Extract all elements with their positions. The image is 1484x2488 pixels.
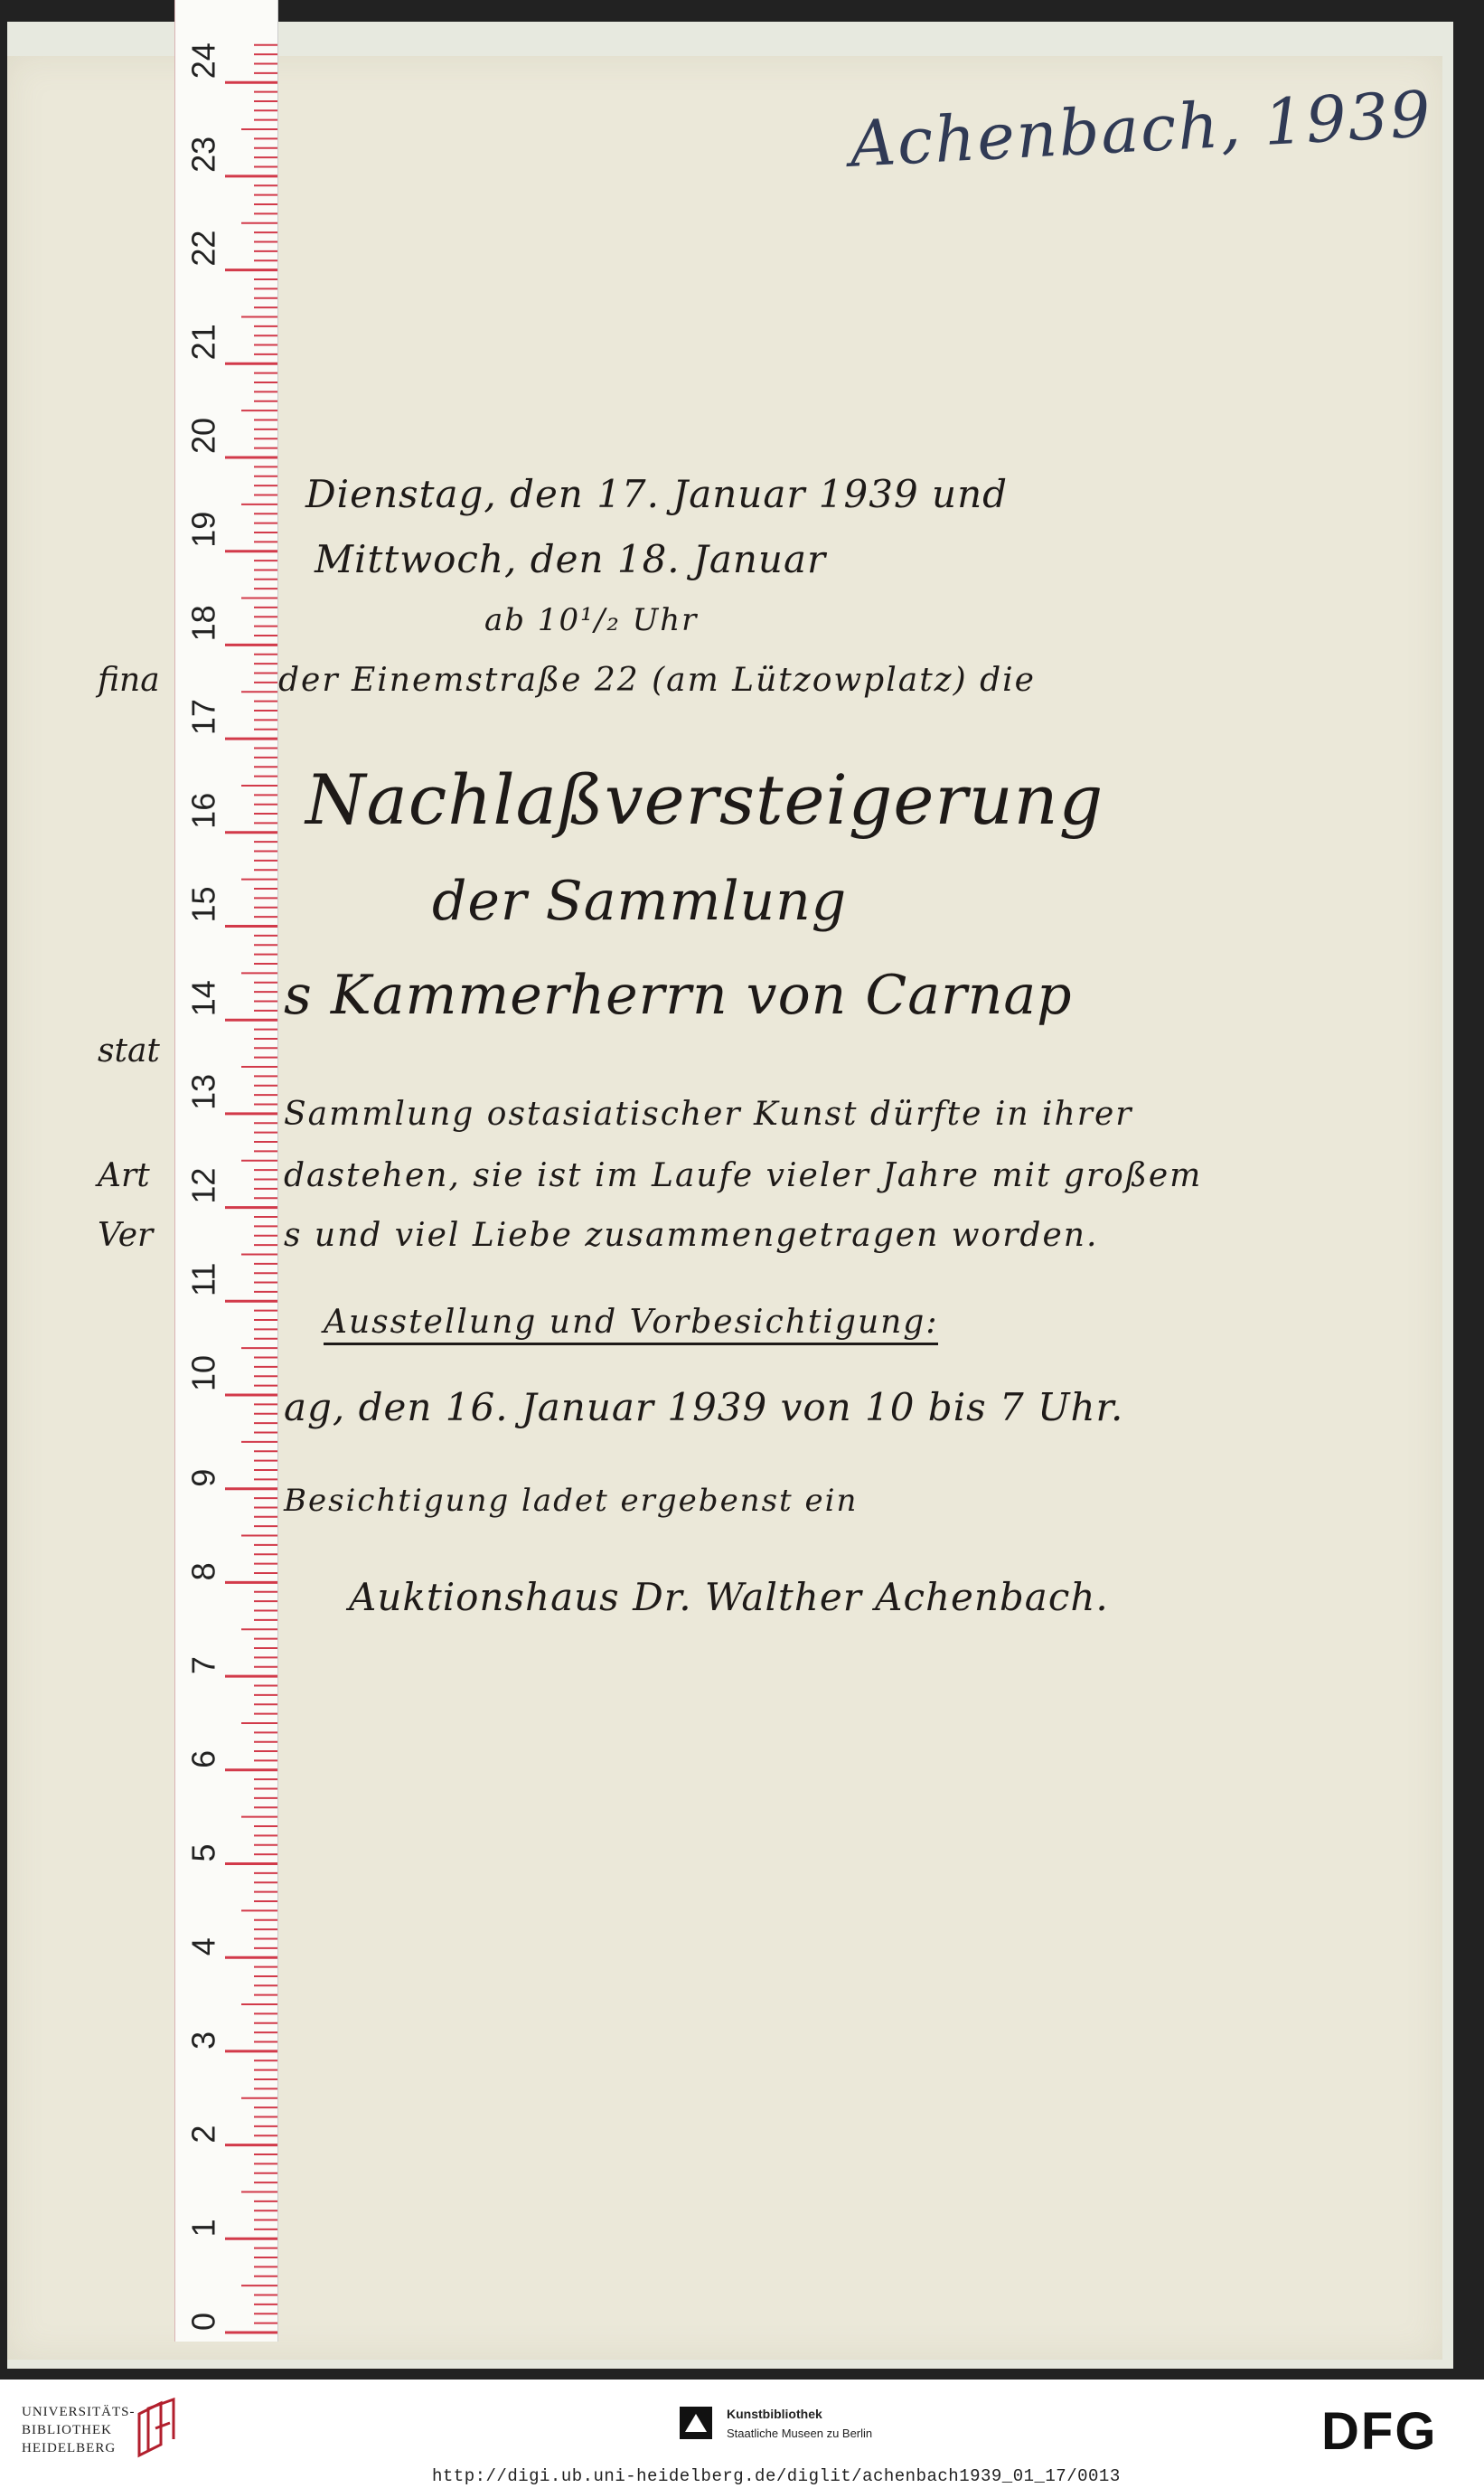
left-fragment-ver: Ver: [98, 1217, 154, 1254]
date-line-2: Mittwoch, den 18. Januar: [315, 537, 827, 581]
signature-line: Auktionshaus Dr. Walther Achenbach.: [349, 1575, 1109, 1619]
exhibit-date: ag, den 16. Januar 1939 von 10 bis 7 Uhr.: [284, 1385, 1124, 1429]
left-fragment-art: Art: [98, 1157, 150, 1194]
ruler-number: 13: [184, 1073, 222, 1110]
handwritten-note: Achenbach, 1939: [848, 77, 1434, 182]
ruler-number: 18: [184, 605, 222, 642]
time-line: ab 10¹/₂ Uhr: [484, 602, 699, 638]
ruler-number: 17: [184, 699, 222, 736]
footer-bar: [0, 2380, 1484, 2488]
exhibit-heading: Ausstellung und Vorbesichtigung:: [324, 1304, 938, 1345]
ruler-number: 8: [184, 1562, 222, 1581]
ruler-number: 15: [184, 886, 222, 923]
ruler-number: 20: [184, 417, 222, 455]
body-line-2: dastehen, sie ist im Laufe vieler Jahre mit großem: [284, 1157, 1203, 1194]
kunstbibliothek-logo-icon: [680, 2407, 712, 2439]
auction-title: Nachlaßversteigerung: [305, 759, 1104, 840]
heidelberg-logo-icon: [134, 2396, 181, 2459]
library-line-3: HEIDELBERG: [22, 2441, 117, 2455]
ruler-number: 11: [184, 1262, 222, 1296]
ruler-number: 7: [184, 1656, 222, 1675]
kunstbibliothek-title: Kunstbibliothek: [727, 2407, 822, 2421]
ruler-number: 22: [184, 230, 222, 267]
library-line-2: BIBLIOTHEK: [22, 2423, 112, 2437]
ruler-number: 23: [184, 136, 222, 173]
ruler-number: 19: [184, 511, 222, 548]
ruler-number: 14: [184, 980, 222, 1017]
ruler-number: 0: [184, 2312, 222, 2332]
ruler-number: 9: [184, 1468, 222, 1487]
ruler-number: 12: [184, 1167, 222, 1204]
body-line-1: Sammlung ostasiatischer Kunst dürfte in ihrer: [284, 1096, 1133, 1133]
ruler-number: 21: [184, 324, 222, 361]
dfg-logo: DFG: [1321, 2402, 1438, 2461]
kunstbibliothek-subtitle: Staatliche Museen zu Berlin: [727, 2427, 873, 2440]
ruler-scale: [175, 0, 277, 2342]
measuring-ruler: [174, 0, 278, 2342]
ruler-number: 24: [184, 42, 222, 80]
ruler-number: 16: [184, 792, 222, 829]
ruler-number: 2: [184, 2125, 222, 2144]
ruler-number: 1: [184, 2219, 222, 2238]
subtitle-line-2: s Kammerherrn von Carnap: [284, 964, 1073, 1027]
permalink-url[interactable]: http://digi.ub.uni-heidelberg.de/diglit/achenbach1939_01_17/0013: [432, 2466, 1121, 2486]
left-fragment-fina: fina: [98, 662, 160, 699]
ruler-number: 6: [184, 1749, 222, 1768]
ruler-number: 3: [184, 2031, 222, 2050]
subtitle-line-1: der Sammlung: [432, 870, 848, 933]
body-line-3: s und viel Liebe zusammengetragen worden.: [284, 1217, 1099, 1254]
ruler-number: 5: [184, 1843, 222, 1862]
left-fragment-stat: stat: [98, 1032, 160, 1070]
ruler-number: 10: [184, 1354, 222, 1392]
date-line-1: Dienstag, den 17. Januar 1939 und: [305, 472, 1009, 516]
library-line-1: UNIVERSITÄTS-: [22, 2405, 136, 2419]
heidelberg-library-label: [22, 2403, 136, 2457]
ruler-number: 4: [184, 1937, 222, 1956]
place-line: der Einemstraße 22 (am Lützowplatz) die: [278, 662, 1036, 699]
invite-line: Besichtigung ladet ergebenst ein: [284, 1483, 859, 1519]
